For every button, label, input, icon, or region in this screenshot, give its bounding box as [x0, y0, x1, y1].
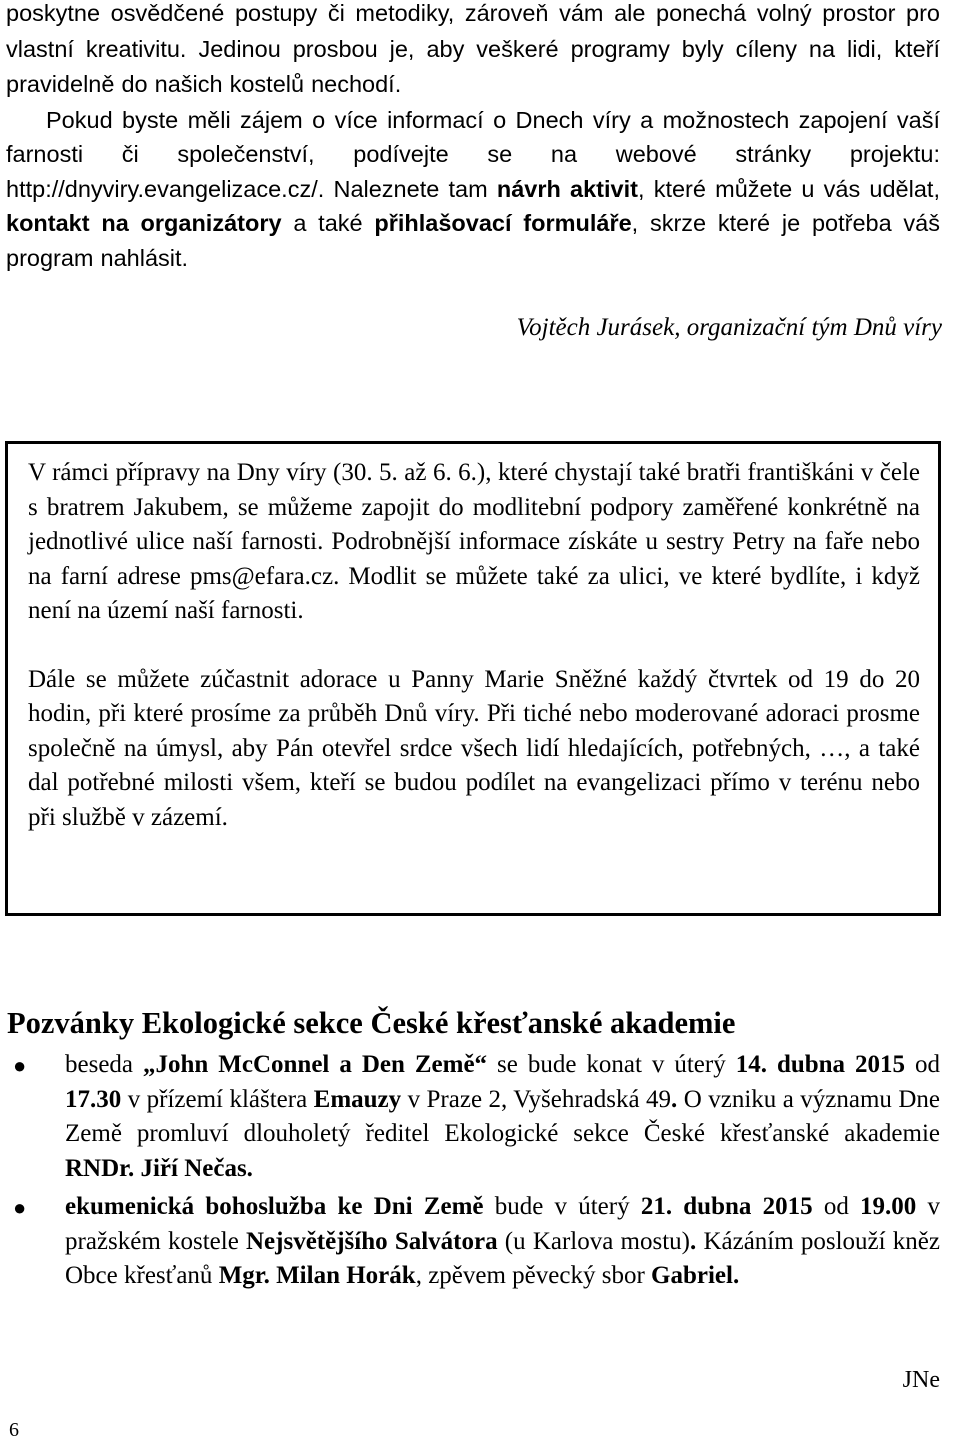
bullet-icon: ● [13, 1195, 27, 1220]
invitation-list [0, 1048, 940, 1294]
bold-contact: kontakt na organizátory [6, 210, 282, 236]
adoration-paragraph: Dále se můžete zúčastnit adorace u Panny Marie Sněžné každý čtvrtek od 19 do 20 hodin, při které prosíme za průběh Dnů víry. Při tiché nebo moderované adoraci prosme společně na úmysl, aby Pán otevřel srdce všech lidí hledajících, potřebných, …, a také dal potřebné milosti všem, kteří se budou podílet na evangelizaci přímo v terénu nebo při službě v zázemí. [28, 665, 920, 831]
bold-forms: přihlašovací formuláře [374, 210, 632, 236]
intro-paragraph-2: Pokud byste měli zájem o více informací o Dnech víry a možnostech zapojení vaší farnosti či společenství, podívejte se na webové stránky projektu: http://dnyviry.evangelizace.cz/. Naleznete tam návrh aktivit, které můžete u vás udělat, kontakt na organizátory a také přihlašovací formuláře, skrze které je potřeba váš program nahlásit. [6, 106, 940, 271]
intro-line-2: Jedinou prosbou je, aby veškeré programy byly cíleny na lidi, kteří pravidelně do našich kostelů nechodí. [6, 35, 940, 97]
end-signature: JNe [902, 1367, 940, 1393]
list-item: ● ekumenická bohoslužba ke Dni Země bude v úterý 21. dubna 2015 od 19.00 v pražském kostele Nejsvětějšího Salvátora (u Karlova mostu). Kázáním poslouží kněz Obce křesťanů Mgr. Milan Horák, zpěvem pěvecký sbor Gabriel. [13, 1193, 940, 1289]
prayer-box [5, 441, 941, 916]
bold-activities: návrh aktivit [496, 175, 638, 202]
intro-text [6, 0, 940, 276]
list-item: ● beseda „John McConnel a Den Země“ se bude konat v úterý 14. dubna 2015 od 17.30 v přízemí kláštera Emauzy v Praze 2, Vyšehradská 49. O vzniku a významu Dne Země promluví dlouholetý ředitel Ekologické sekce České křesťanské akademie RNDr. Jiří Nečas. [13, 1051, 941, 1182]
bullet-icon: ● [13, 1053, 27, 1078]
intro-signature: Vojtěch Jurásek, organizační tým Dnů víry [516, 314, 942, 341]
prayer-paragraph: V rámci přípravy na Dny víry (30. 5. až 6. 6.), které chystají také bratři františkáni v čele s bratrem Jakubem, se můžeme zapojit do modlitební podpory zaměřené konkrétně na jednotlivé ulice naší farnosti. Podrobnější informace získáte u sestry Petry na faře nebo na farní adrese pms@efara.cz. Modlit se můžete také za ulici, ve které bydlíte, i když není na území naší farnosti. [28, 459, 920, 624]
page-number: 6 [9, 1419, 19, 1441]
project-url[interactable]: http://dnyviry.evangelizace.cz/. [6, 175, 325, 202]
intro-line-1: poskytne osvědčené postupy či metodiky, zároveň vám ale ponechá volný prostor pro vlastní kreativitu. [6, 0, 940, 62]
section-heading: Pozvánky Ekologické sekce České křesťanské akademie [7, 1006, 736, 1040]
